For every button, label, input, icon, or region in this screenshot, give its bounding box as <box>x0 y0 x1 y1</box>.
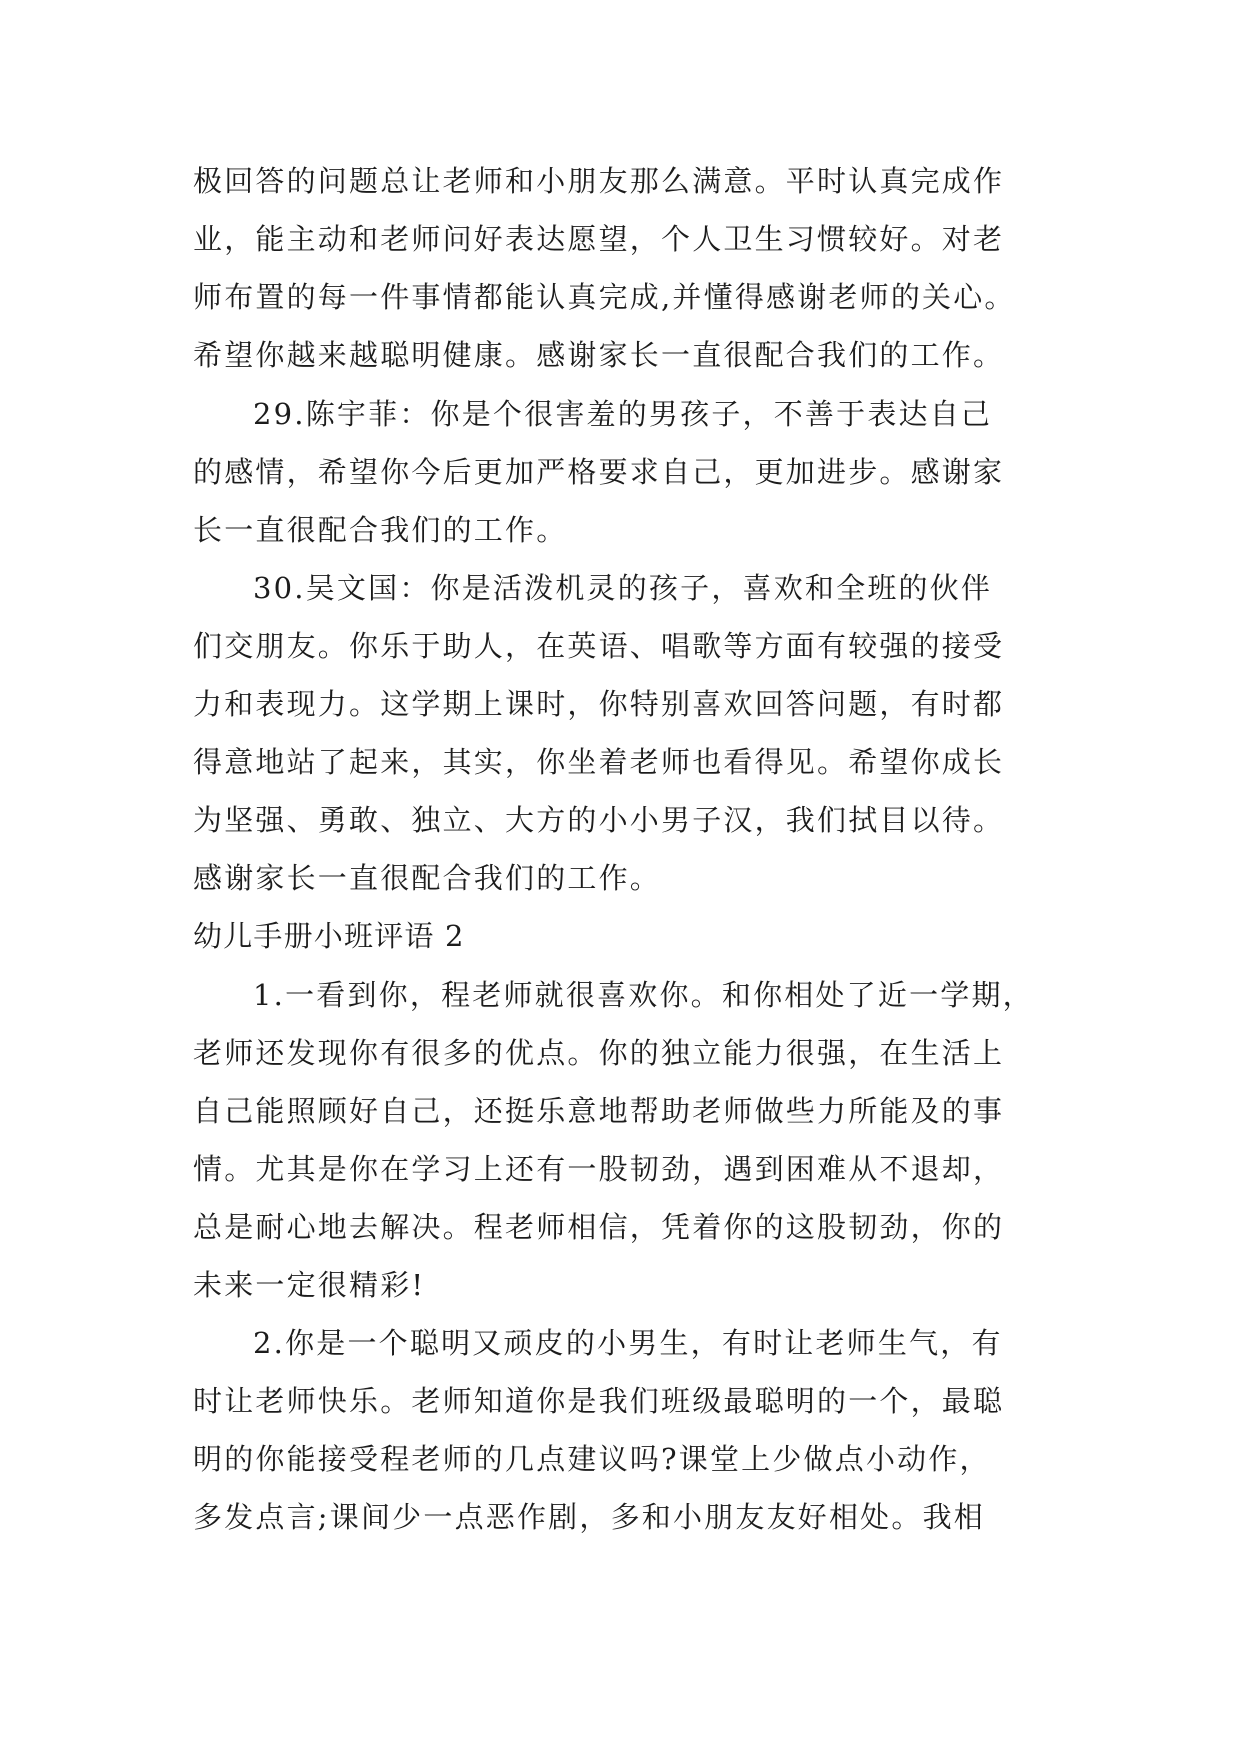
text-line: 老师还发现你有很多的优点。你的独立能力很强，在生活上 <box>193 1036 1005 1070</box>
section-heading: 幼儿手册小班评语 2 <box>193 919 465 953</box>
paragraph-29-start: 29.陈宇菲：你是个很害羞的男孩子，不善于表达自己 <box>253 397 993 431</box>
text-line: 得意地站了起来，其实，你坐着老师也看得见。希望你成长 <box>193 745 1005 779</box>
text-line: 感谢家长一直很配合我们的工作。 <box>193 861 662 895</box>
text-line: 情。尤其是你在学习上还有一股韧劲，遇到困难从不退却， <box>193 1152 1005 1186</box>
text-line: 总是耐心地去解决。程老师相信，凭着你的这股韧劲，你的 <box>193 1210 1005 1244</box>
text-line: 业，能主动和老师问好表达愿望，个人卫生习惯较好。对老 <box>193 222 1005 256</box>
text-line: 多发点言;课间少一点恶作剧，多和小朋友友好相处。我相 <box>193 1500 985 1534</box>
text-line: 极回答的问题总让老师和小朋友那么满意。平时认真完成作 <box>193 164 1005 198</box>
text-line: 们交朋友。你乐于助人，在英语、唱歌等方面有较强的接受 <box>193 629 1005 663</box>
text-line: 自己能照顾好自己，还挺乐意地帮助老师做些力所能及的事 <box>193 1094 1005 1128</box>
paragraph-1-start: 1.一看到你，程老师就很喜欢你。和你相处了近一学期， <box>253 978 1034 1012</box>
text-line: 长一直很配合我们的工作。 <box>193 513 568 547</box>
text-line: 的感情，希望你今后更加严格要求自己，更加进步。感谢家 <box>193 455 1005 489</box>
paragraph-30-start: 30.吴文国：你是活泼机灵的孩子，喜欢和全班的伙伴 <box>253 571 993 605</box>
text-line: 希望你越来越聪明健康。感谢家长一直很配合我们的工作。 <box>193 338 1005 372</box>
text-line: 明的你能接受程老师的几点建议吗?课堂上少做点小动作， <box>193 1442 991 1476</box>
text-line: 未来一定很精彩! <box>193 1268 426 1302</box>
text-line: 师布置的每一件事情都能认真完成,并懂得感谢老师的关心。 <box>193 280 1016 314</box>
text-line: 为坚强、勇敢、独立、大方的小小男子汉，我们拭目以待。 <box>193 803 1005 837</box>
text-line: 时让老师快乐。老师知道你是我们班级最聪明的一个，最聪 <box>193 1384 1005 1418</box>
text-line: 力和表现力。这学期上课时，你特别喜欢回答问题，有时都 <box>193 687 1005 721</box>
paragraph-2-start: 2.你是一个聪明又顽皮的小男生，有时让老师生气，有 <box>253 1326 1003 1360</box>
